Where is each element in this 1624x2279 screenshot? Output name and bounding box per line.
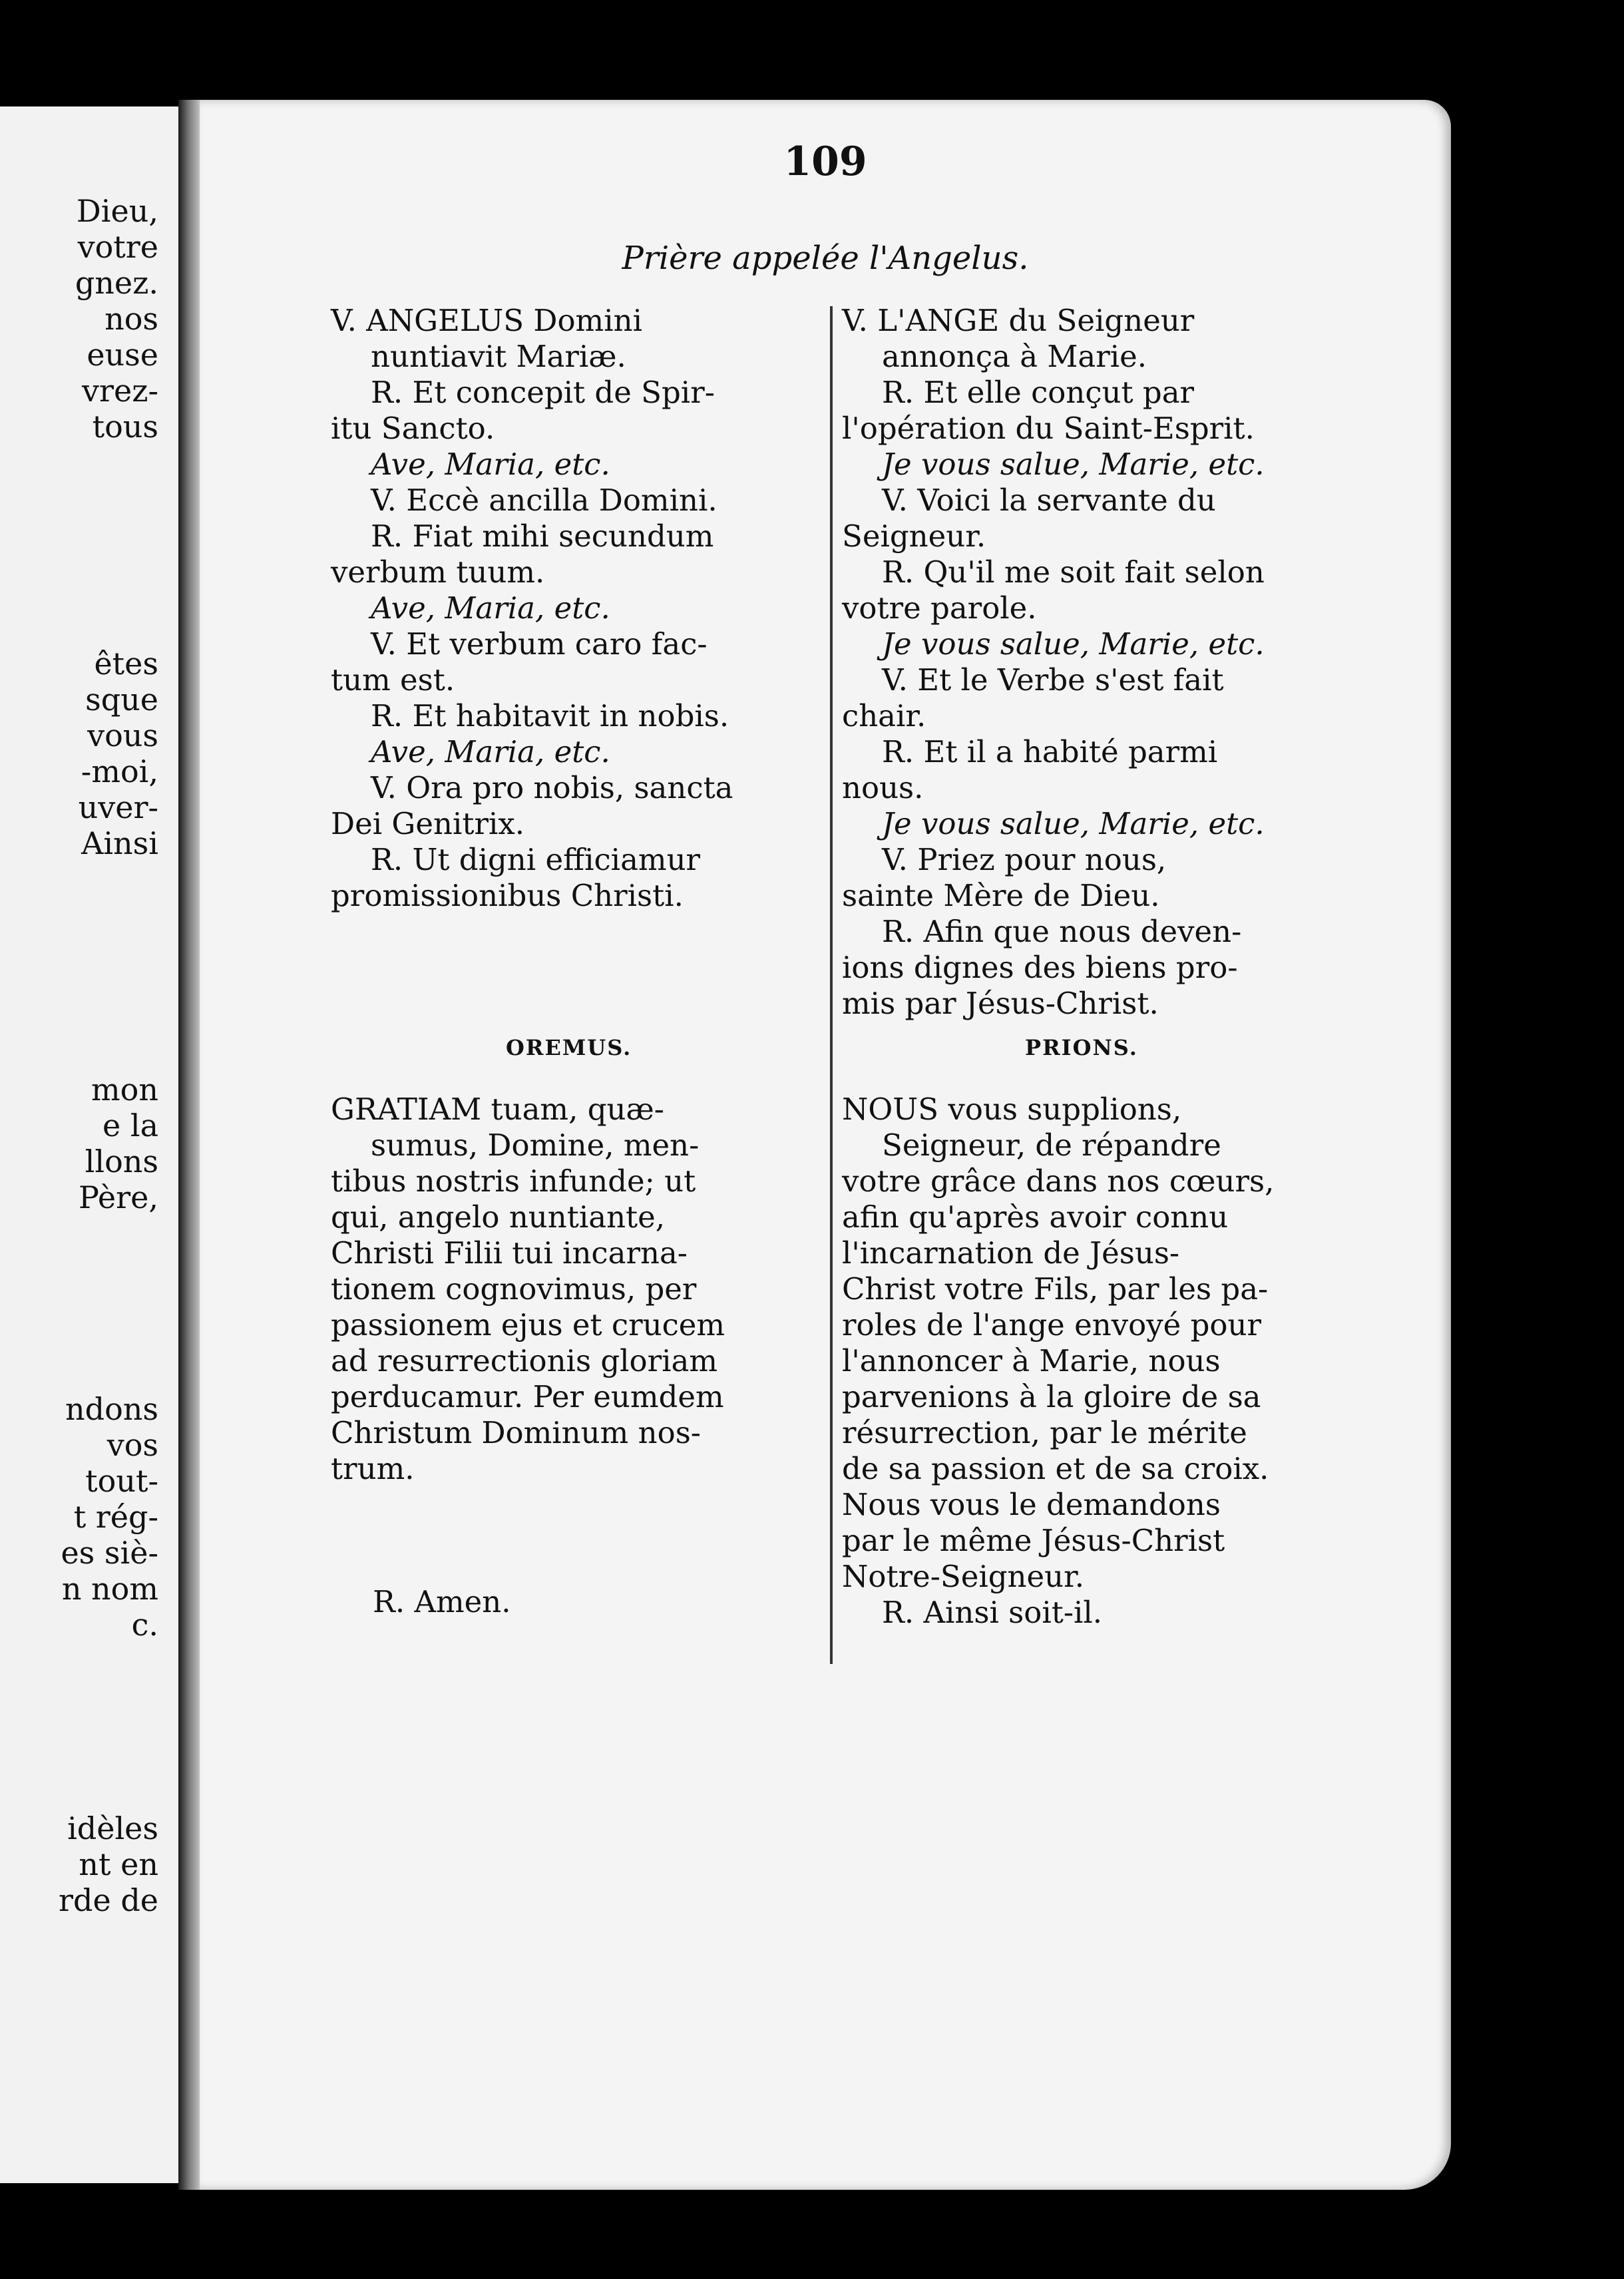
left-page-fragment: c. [131,1607,158,1643]
text-line: Ave, Maria, etc. [371,734,610,769]
text-line: votre parole. [842,590,1037,626]
text-line: afin qu'après avoir connu [842,1199,1229,1235]
text-line: sainte Mère de Dieu. [842,878,1160,913]
text-line: chair. [842,698,926,733]
text-line: V. Et le Verbe s'est fait [882,662,1224,698]
text-line: R. Afin que nous deven- [882,914,1242,949]
text-line: par le même Jésus-Christ [842,1523,1225,1558]
text-line: Seigneur, de répandre [882,1128,1221,1163]
text-line: R. Ut digni efficiamur [371,842,701,877]
left-page-fragment: idèles [67,1810,158,1846]
text-line: parvenions à la gloire de sa [842,1379,1261,1414]
french-column [842,303,1508,1022]
left-page-fragment: vos [106,1427,158,1463]
text-line: perducamur. Per eumdem [331,1379,724,1414]
text-line: Je vous salue, Marie, etc. [882,626,1265,662]
left-page-fragment: euse [87,337,158,373]
left-page-fragment: uver- [78,789,158,825]
left-page-fragment: tous [92,409,158,445]
text-line: Je vous salue, Marie, etc. [882,806,1265,841]
text-line: Seigneur. [842,518,986,554]
text-line: Christi Filii tui incarna- [331,1235,688,1271]
text-line: l'annoncer à Marie, nous [842,1343,1221,1378]
text-line: passionem ejus et crucem [331,1307,725,1343]
text-line: trum. [331,1451,415,1486]
text-line: verbum tuum. [331,554,545,590]
text-line: l'incarnation de Jésus- [842,1235,1180,1271]
text-line: Notre-Seigneur. [842,1559,1085,1594]
text-line: annonça à Marie. [882,339,1147,374]
text-line: Christ votre Fils, par les pa- [842,1271,1269,1307]
text-line: mis par Jésus-Christ. [842,986,1159,1021]
left-page-fragment: -moi, [81,753,158,789]
left-page-fragment: mon [91,1072,158,1108]
text-line: V. Eccè ancilla Domini. [371,483,717,518]
left-page-fragment: tout- [85,1463,158,1499]
text-line: nuntiavit Mariæ. [371,339,626,374]
oremus-prayer [331,1092,725,1487]
left-page-fragment: sque [85,682,158,718]
book-page [200,100,1451,2190]
left-page-fragment: rde de [59,1882,158,1918]
text-line: tionem cognovimus, per [331,1271,697,1307]
text-line: l'opération du Saint-Esprit. [842,411,1255,446]
text-line: R. Et elle conçut par [882,375,1195,410]
text-line: R. Qu'il me soit fait selon [882,554,1265,590]
left-page-fragment: e la [102,1108,158,1143]
text-line: R. Et habitavit in nobis. [371,698,729,733]
oremus-heading: OREMUS. [506,1035,632,1060]
left-page-edge [0,106,178,2183]
text-line: GRATIAM tuam, quæ- [331,1092,664,1127]
text-line: nous. [842,770,924,805]
prions-heading: PRIONS. [1025,1035,1138,1060]
text-line: promissionibus Christi. [331,878,684,913]
text-line: qui, angelo nuntiante, [331,1199,666,1235]
text-line: itu Sancto. [331,411,495,446]
text-line: NOUS vous supplions, [842,1092,1182,1127]
text-line: R. Fiat mihi secundum [371,518,714,554]
text-line: Dei Genitrix. [331,806,525,841]
left-page-fragment: Dieu, [76,193,158,229]
text-line: ad resurrectionis gloriam [331,1343,718,1378]
text-line: R. Et concepit de Spir- [371,375,715,410]
left-page-fragment: gnez. [75,265,158,301]
left-page-fragment: êtes [94,646,158,682]
left-page-fragment: llons [85,1143,158,1179]
text-line: ions dignes des biens pro- [842,950,1238,985]
text-line: V. Priez pour nous, [882,842,1167,877]
amen-response: R. Amen. [373,1584,511,1619]
text-line: Nous vous le demandons [842,1487,1221,1522]
left-page-fragment: votre [77,229,158,265]
left-page-fragment: t rég- [73,1499,158,1535]
page-number: 109 [783,138,867,185]
text-line: résurrection, par le mérite [842,1415,1247,1450]
text-line: R. Et il a habité parmi [882,734,1218,769]
text-line: roles de l'ange envoyé pour [842,1307,1261,1343]
text-line: Ave, Maria, etc. [371,590,610,626]
text-line: V. Et verbum caro fac- [371,626,708,662]
text-line: R. Ainsi soit-il. [882,1595,1103,1630]
text-line: de sa passion et de sa croix. [842,1451,1269,1486]
text-line: Ave, Maria, etc. [371,447,610,482]
prions-prayer [842,1092,1274,1631]
left-page-fragment: vous [87,718,158,753]
left-page-fragment: vrez- [82,373,158,409]
left-page-fragment: Père, [79,1179,158,1215]
text-line: tum est. [331,662,455,698]
text-line: votre grâce dans nos cœurs, [842,1163,1275,1199]
left-page-fragment: es siè- [61,1535,158,1571]
text-line: Christum Dominum nos- [331,1415,701,1450]
prayer-title: Prière appelée l'Angelus. [622,240,1029,277]
left-page-fragment: Ainsi [81,825,158,861]
text-line: sumus, Domine, men- [371,1128,700,1163]
text-line: V. Voici la servante du [882,483,1216,518]
left-page-fragment: ndons [65,1391,158,1427]
text-line: tibus nostris infunde; ut [331,1163,696,1199]
left-page-fragment: n nom [61,1571,158,1607]
text-line: Je vous salue, Marie, etc. [882,447,1265,482]
left-page-fragment: nos [104,301,158,337]
text-line: V. L'ANGE du Seigneur [842,303,1195,338]
text-line: V. Ora pro nobis, sancta [371,770,733,805]
left-page-fragment: nt en [79,1846,158,1882]
text-line: V. ANGELUS Domini [331,303,642,338]
